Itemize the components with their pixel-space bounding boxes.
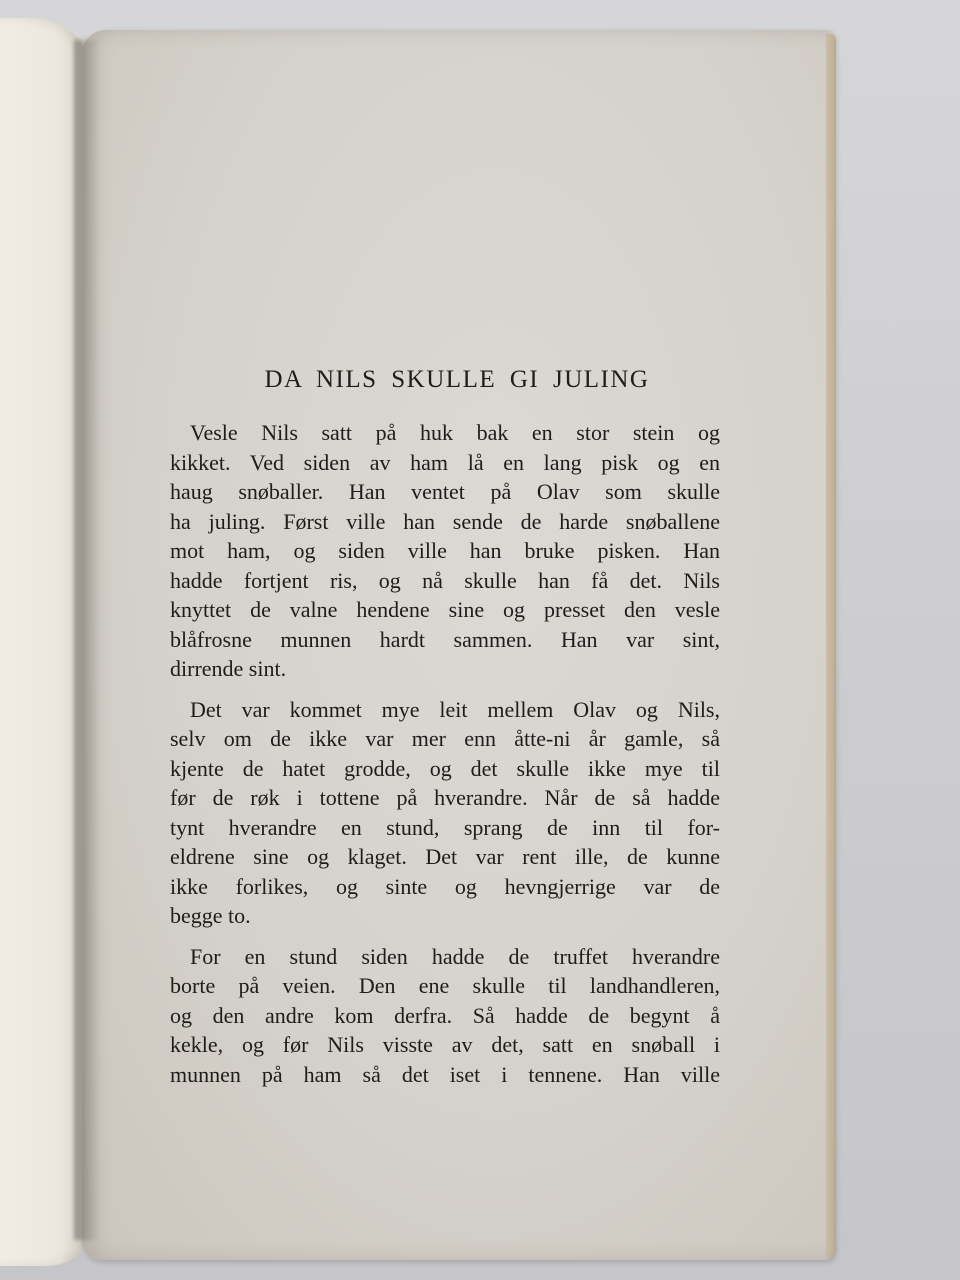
text-line: kjente de hatet grodde, og det skulle ikke mye til (170, 755, 720, 781)
text-line: eldrene sine og klaget. Det var rent ille, de kunne (170, 844, 720, 869)
page-edge (826, 34, 836, 1258)
text-line: ha juling. Først ville han sende de harde snøballene (170, 508, 720, 534)
page-text (170, 366, 720, 1100)
text-line: ikke forlikes, og sinte og hevngjerrige var de (170, 873, 720, 899)
text-line: kekle, og før Nils visste av det, satt en snøball i (170, 1032, 720, 1057)
paragraph-2 (170, 695, 720, 931)
text-line: Vesle Nils satt på huk bak en stor stein og (190, 420, 720, 445)
text-line: hadde fortjent ris, og nå skulle han få det. Nils (170, 567, 720, 593)
text-line: før de røk i tottene på hverandre. Når de så hadde (170, 785, 720, 810)
text-line: mot ham, og siden ville han bruke pisken. Han (170, 538, 720, 563)
text-line: tynt hverandre en stund, sprang de inn til for- (170, 814, 720, 840)
text-line: dirrende sint. (170, 656, 287, 681)
text-line: knyttet de valne hendene sine og presset den vesle (170, 597, 720, 622)
text-line: haug snøballer. Han ventet på Olav som skulle (170, 479, 720, 504)
paragraph-3 (170, 942, 720, 1090)
text-line: borte på veien. Den ene skulle til landhandleren, (170, 973, 720, 998)
text-line: og den andre kom derfra. Så hadde de begynt å (170, 1002, 720, 1028)
text-line: kikket. Ved siden av ham lå en lang pisk og en (170, 449, 720, 475)
paragraph-1 (170, 418, 720, 684)
text-line: begge to. (170, 903, 251, 928)
text-line: selv om de ikke var mer enn åtte-ni år gamle, så (170, 726, 720, 751)
text-line: blåfrosne munnen hardt sammen. Han var sint, (170, 626, 720, 652)
chapter-title: DA NILS SKULLE GI JULING (264, 366, 650, 393)
book-gutter-shadow (74, 40, 100, 1240)
text-line: For en stund siden hadde de truffet hverandre (190, 943, 720, 969)
text-line: Det var kommet mye leit mellem Olav og Nils, (190, 696, 720, 722)
text-line: munnen på ham så det iset i tennene. Han ville (170, 1061, 720, 1087)
